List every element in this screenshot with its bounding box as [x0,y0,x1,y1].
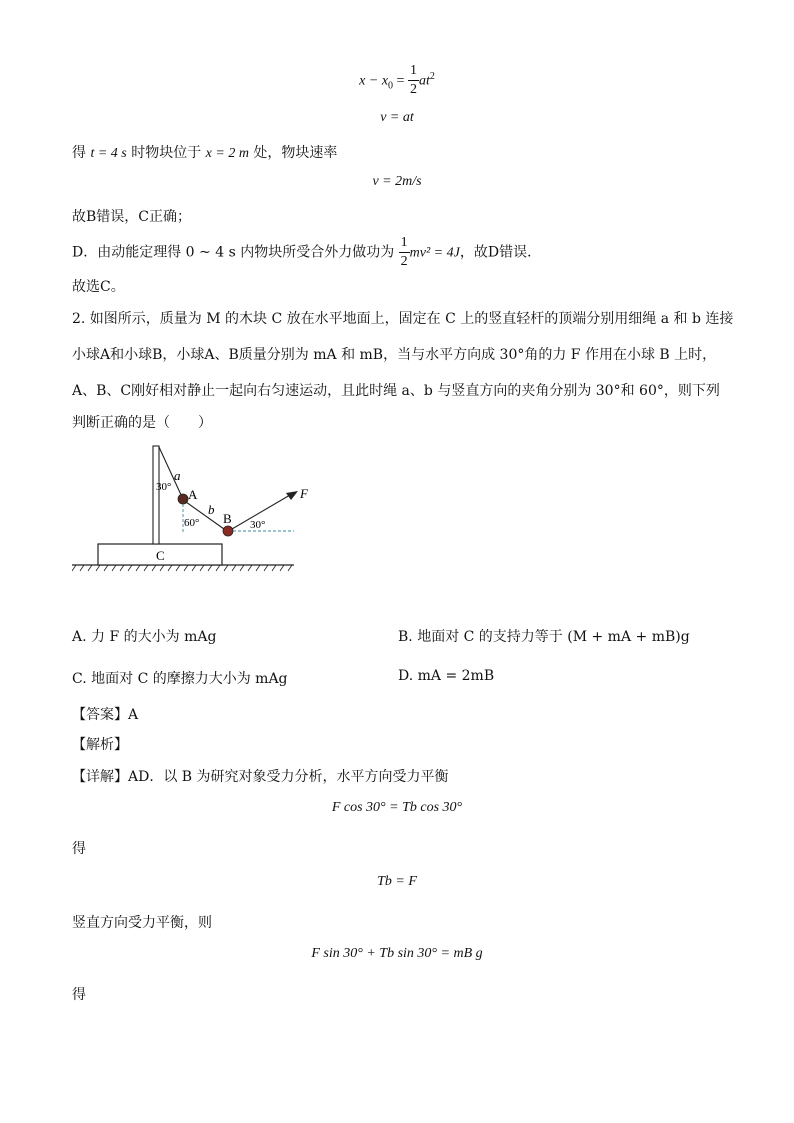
vertical-rod [153,446,159,544]
physics-figure [72,440,312,580]
equation-speed: v = 2m/s [372,174,422,189]
analysis-label: 【解析】 [72,737,128,753]
force-f-arrowhead [286,491,298,500]
label-a: a [174,468,181,483]
fraction-half: $\frac{1}{2}$ [409,63,417,97]
option-b: B. 地面对 C 的支持力等于 (M + mA + mB)g [398,629,690,645]
equation-velocity: v = at [380,110,414,125]
question-line-2: 小球A和小球B，小球A、B质量分别为 mA 和 mB，当与水平方向成 30°角的力 F 作用在小球 B 上时， [72,347,717,363]
detail-line: 【详解】AD．以 B 为研究对象受力分析，水平方向受力平衡 [72,769,449,785]
text-line-time: 得 t = 4 s 时物块位于 x = 2 m 处，物块速率 [72,145,338,161]
text-de-2: 得 [72,987,86,1003]
option-c: C. 地面对 C 的摩擦力大小为 mAg [72,671,288,687]
label-b: b [208,502,215,517]
equation-horizontal-balance: F cos 30° = Tb cos 30° [331,800,463,815]
question-line-1: 2. 如图所示，质量为 M 的木块 C 放在水平地面上，固定在 C 上的竖直轻杆的顶端分别用细绳 a 和 b 连接 [72,311,734,327]
label-c: C [156,548,165,563]
answer-label: 【答案】A [72,707,139,723]
text-vertical-balance: 竖直方向受力平衡，则 [72,915,212,931]
text-line-d: D．由动能定理得 0 ~ 4 s 内物块所受合外力做功为 $\frac{1}{2}$ mv² = 4J，故D错误． [72,235,542,269]
option-d: D. mA = 2mB [398,668,495,684]
angle-30-top: 30° [156,481,172,493]
question-line-3: A、B、C刚好相对静止一起向右匀速运动，且此时绳 a、b 与竖直方向的夹角分别为 30°和 60°，则下列 [72,383,720,399]
equation-vertical-balance: F sin 30° + Tb sin 30° = mB g [311,946,483,961]
equation-tension: Tb = F [377,874,417,889]
label-a-ball: A [188,487,198,502]
label-b-ball: B [223,511,232,526]
ball-b [223,526,233,536]
equation-displacement: $x - x_0$ = $\frac{1}{2}$ $at^2$ [359,63,435,97]
angle-30-f: 30° [250,519,266,531]
text-line-bc: 故B错误，C正确； [72,209,191,225]
question-line-4: 判断正确的是（ ） [72,415,212,431]
label-f: F [300,486,308,501]
text-line-choose: 故选C。 [72,279,125,295]
angle-60: 60° [184,517,200,529]
text-de-1: 得 [72,841,86,857]
ground-hatch [72,565,292,571]
fraction-half-2: $\frac{1}{2}$ [400,235,408,269]
option-a: A. 力 F 的大小为 mAg [72,629,217,645]
